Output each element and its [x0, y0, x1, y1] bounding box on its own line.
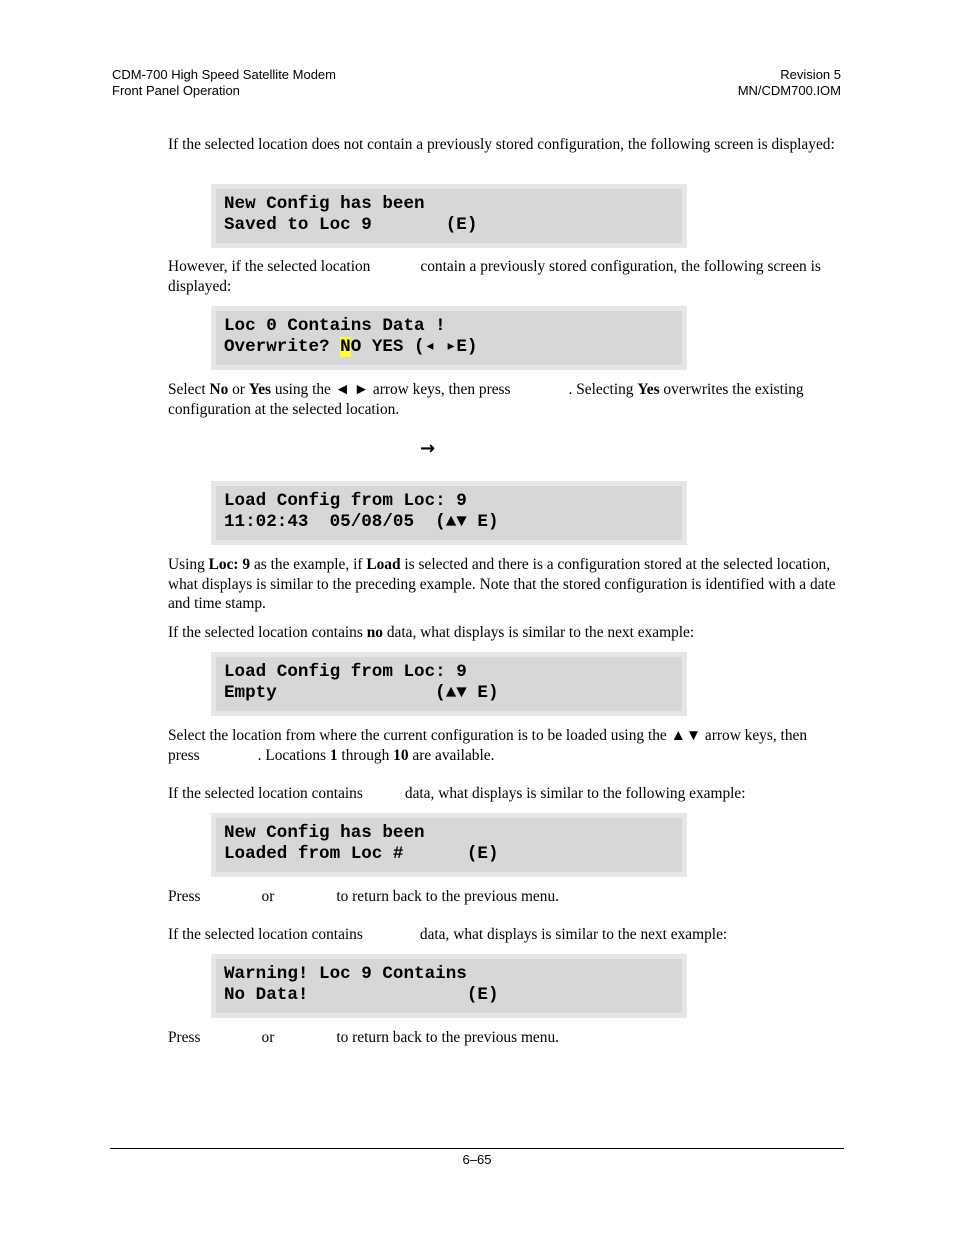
lcd-line-1: Warning! Loc 9 Contains	[224, 964, 467, 984]
lcd-line-2: Loaded from Loc # (E)	[224, 844, 499, 864]
lcd-line-2: Saved to Loc 9 (E)	[224, 215, 478, 235]
cursor-highlight: N	[340, 337, 351, 357]
paragraph-contains-data: If the selected location contains data, what displays is similar to the following example:	[168, 785, 746, 802]
lcd-screen-load-config	[211, 481, 687, 545]
paragraph-no-stored-config: If the selected location does not contain a previously stored configuration, the following screen is displayed:	[168, 136, 835, 153]
header-revision: Revision 5	[780, 67, 841, 82]
paragraph-contains-no-data: If the selected location contains data, what displays is similar to the next example:	[168, 926, 728, 943]
lcd-line-2: 11:02:43 05/08/05 (▲▼ E)	[224, 512, 499, 532]
lcd-line-1: Load Config from Loc: 9	[224, 662, 467, 682]
lcd-line-2: Empty (▲▼ E)	[224, 683, 499, 703]
page-header-left	[112, 67, 336, 99]
lcd-screen-warning-no-data	[211, 954, 687, 1018]
lcd-screen-config-saved	[211, 184, 687, 248]
lcd-screen-load-empty	[211, 652, 687, 716]
header-doc-number: MN/CDM700.IOM	[737, 83, 841, 98]
paragraph-press-return-1: Press or to return back to the previous menu.	[168, 888, 560, 905]
paragraph-load-example: Using Loc: 9 as the example, if Load is selected and there is a configuration stored at the selected location, what displays is similar to the preceding example. Note that the stored configuration is identified with a date and time stamp.	[168, 556, 836, 612]
lcd-screen-config-loaded	[211, 813, 687, 877]
paragraph-no-data: If the selected location contains no data, what displays is similar to the next example:	[168, 624, 695, 641]
lcd-line-2: Overwrite? NO YES (◂ ▸E)	[224, 337, 478, 357]
page-header-right	[738, 67, 841, 99]
paragraph-select-location: Select the location from where the current configuration is to be loaded using the ▲▼ arrow keys, then press . Locations 1 through 10 are available.	[168, 727, 808, 764]
paragraph-stored-config: However, if the selected location contain a previously stored configuration, the following screen is displayed:	[168, 258, 821, 295]
header-section-title: Front Panel Operation	[112, 83, 240, 98]
page-number: 6–65	[462, 1152, 492, 1167]
right-arrow-icon: →	[420, 438, 436, 459]
lcd-line-1: New Config has been	[224, 194, 425, 214]
lcd-screen-overwrite	[211, 306, 687, 370]
paragraph-select-no-yes: Select No or Yes using the ◄ ► arrow keys, then press . Selecting Yes overwrites the existing configuration at the selected location.	[168, 381, 804, 418]
footer-divider	[110, 1148, 844, 1149]
paragraph-press-return-2: Press or to return back to the previous menu.	[168, 1029, 560, 1046]
lcd-line-1: New Config has been	[224, 823, 425, 843]
lcd-line-2: No Data! (E)	[224, 985, 499, 1005]
lcd-line-1: Loc 0 Contains Data !	[224, 316, 446, 336]
header-doc-title: CDM-700 High Speed Satellite Modem	[112, 67, 336, 82]
lcd-line-1: Load Config from Loc: 9	[224, 491, 467, 511]
